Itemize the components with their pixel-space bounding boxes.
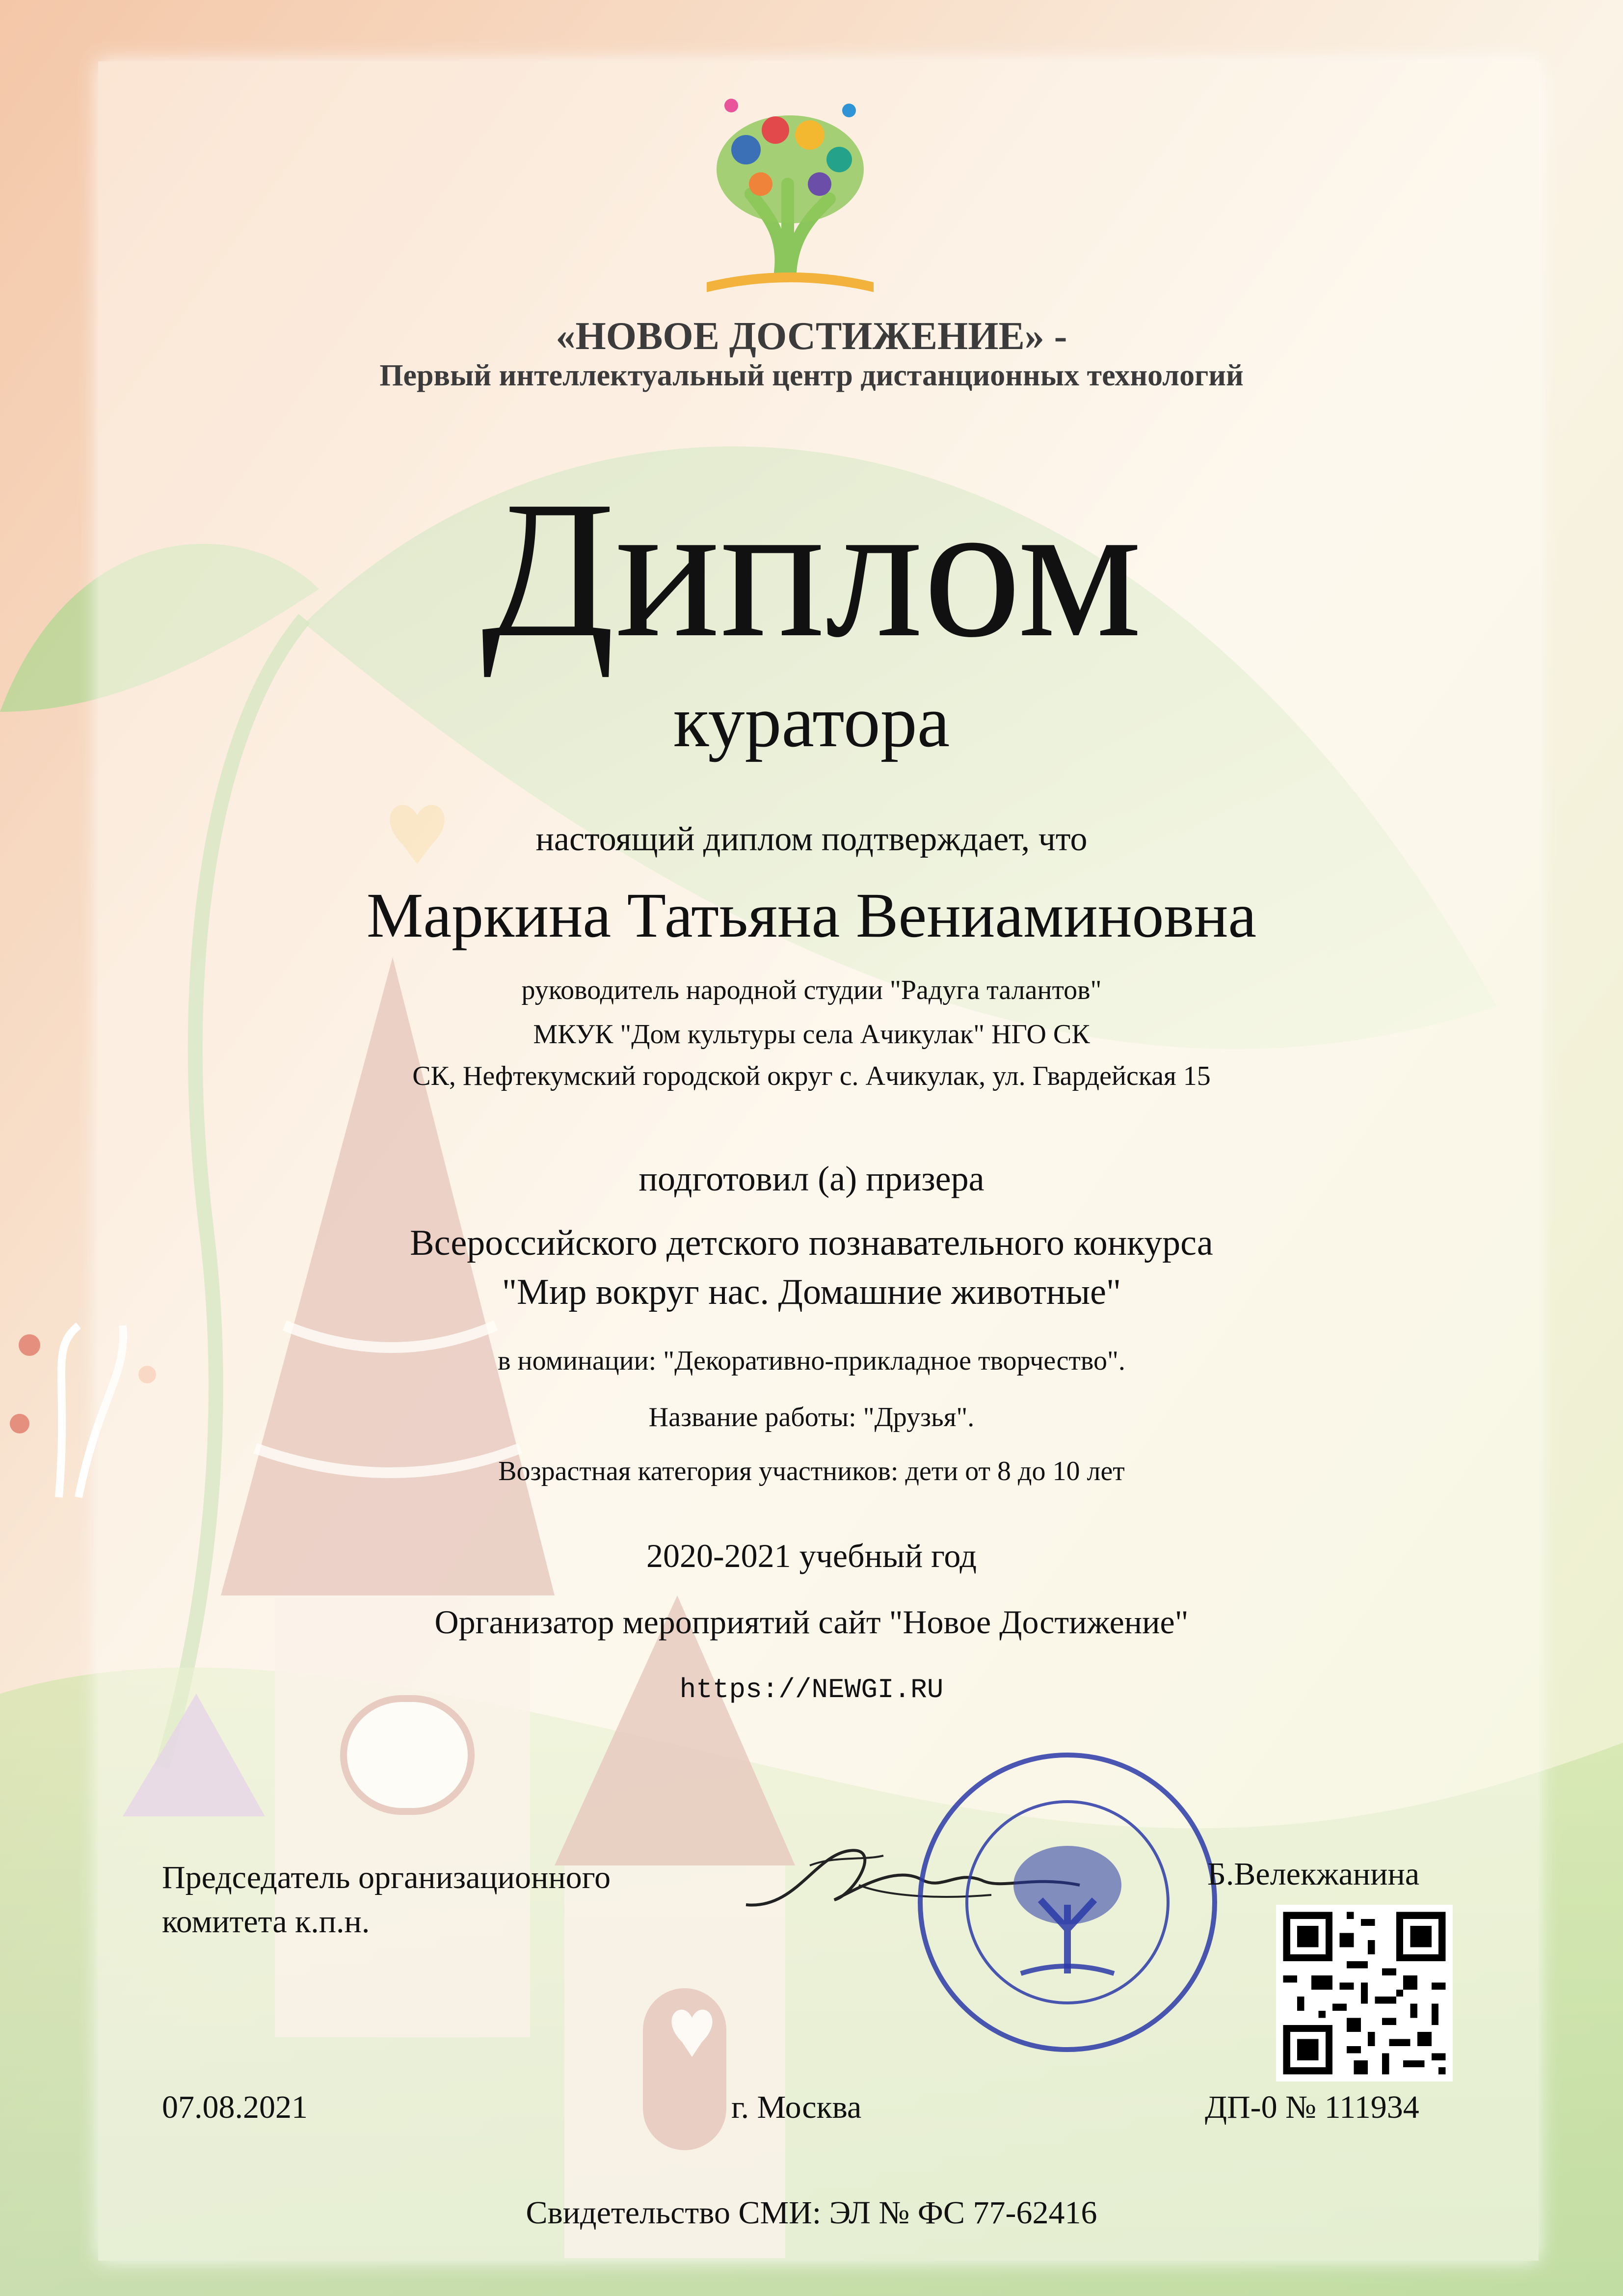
contest-line-1: Всероссийского детского познавательного конкурса	[410, 1223, 1213, 1263]
organization-subtitle: Первый интеллектуальный центр дистанционных технологий	[379, 359, 1244, 392]
diploma-subtitle: куратора	[673, 681, 950, 762]
document-number: ДП-0 № 111934	[1205, 2089, 1419, 2125]
organization-name: «НОВОЕ ДОСТИЖЕНИЕ» -	[556, 315, 1067, 358]
prepared-text: подготовил (а) призера	[639, 1159, 984, 1198]
organizer-text: Организатор мероприятий сайт "Новое Достижение"	[434, 1603, 1189, 1641]
recipient-name: Маркина Татьяна Вениаминовна	[366, 880, 1257, 951]
age-category: Возрастная категория участников: дети от 8 до 10 лет	[498, 1456, 1125, 1486]
issue-date: 07.08.2021	[162, 2089, 308, 2125]
chair-line-1: Председатель организационного	[162, 1860, 611, 1895]
recipient-institution: МКУК "Дом культуры села Ачикулак" НГО СК	[533, 1019, 1090, 1050]
issue-city: г. Москва	[731, 2089, 862, 2125]
chair-title	[162, 1856, 611, 1944]
media-certificate: Свидетельство СМИ: ЭЛ № ФС 77-62416	[526, 2195, 1097, 2231]
qr-code-icon	[1276, 1905, 1453, 2081]
work-title: Название работы: "Друзья".	[648, 1402, 975, 1432]
stamp-seal-icon	[908, 1743, 1227, 2062]
chair-line-2: комитета к.п.н.	[162, 1904, 370, 1940]
nomination-text: в номинации: "Декоративно-прикладное творчество".	[498, 1346, 1125, 1376]
tree-logo-icon	[687, 86, 893, 302]
recipient-role: руководитель народной студии "Радуга талантов"	[521, 975, 1102, 1005]
diploma-title: Диплом	[481, 460, 1142, 678]
website-link[interactable]: https://NEWGI.RU	[679, 1674, 944, 1705]
school-year: 2020-2021 учебный год	[646, 1537, 977, 1574]
recipient-address: СК, Нефтекумский городской округ с. Ачикулак, ул. Гвардейская 15	[412, 1061, 1211, 1091]
contest-line-2: "Мир вокруг нас. Домашние животные"	[502, 1272, 1121, 1312]
confirmation-text: настоящий диплом подтверждает, что	[535, 820, 1088, 858]
signer-name: Б.Велекжанина	[1207, 1856, 1420, 1892]
